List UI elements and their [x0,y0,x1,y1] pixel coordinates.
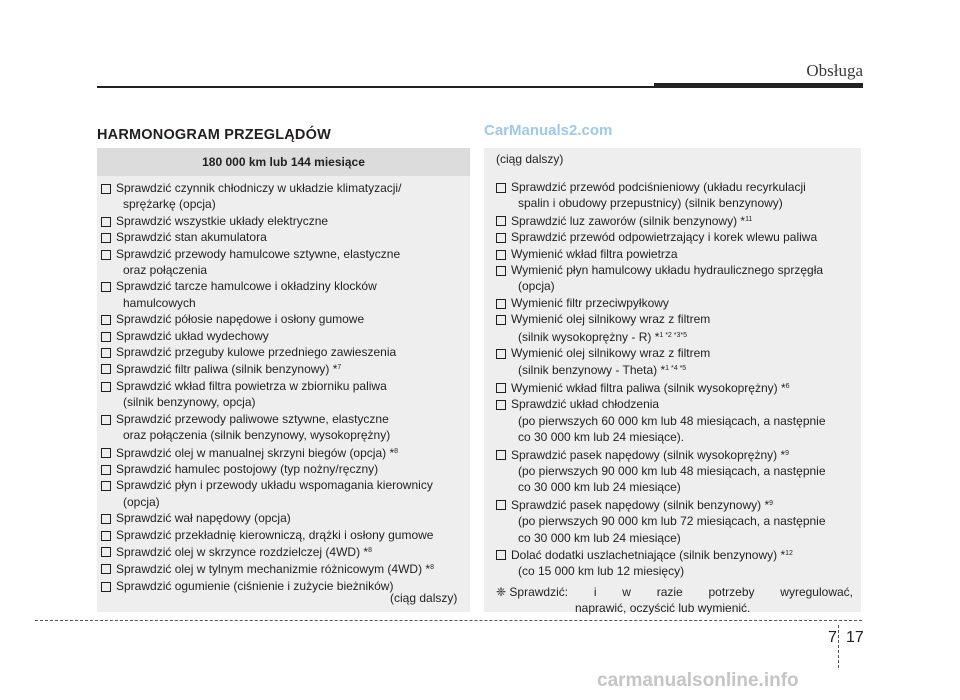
item-line [116,378,470,394]
checkbox-icon [496,349,506,359]
item-text: (po pierwszych 90 000 km lub 48 miesiącach, a następnie [518,463,826,478]
checklist-item [496,246,861,262]
item-line [511,513,861,529]
item-text: spalin i obudowy przepustnicy) (silnik benzynowy) [518,196,783,211]
item-text: Sprawdzić pasek napędowy (silnik wysokoprężny) * [511,447,786,462]
item-line [511,278,861,294]
item-line [116,411,470,427]
item-line [116,246,470,262]
item-line [511,246,861,262]
item-text: Sprawdzić luz zaworów (silnik benzynowy) * [511,213,746,228]
footnote-ref: 8 [394,447,399,455]
item-text: Sprawdzić filtr paliwa (silnik benzynowy) * [116,362,338,377]
item-text: Sprawdzić wał napędowy (opcja) [116,511,291,526]
item-line [116,510,470,526]
item-text: Sprawdzić przekładnię kierowniczą, drążki i osłony gumowe [116,527,434,542]
item-text: (opcja) [518,279,555,294]
footnote-ref: 8 [368,546,372,554]
item-text: Sprawdzić stan akumulatora [116,230,267,245]
item-text: Sprawdzić układ chłodzenia [511,397,660,412]
item-text: Sprawdzić półosie napędowe i osłony gumowe [116,312,365,327]
note-label: ❈ Sprawdzić: [496,585,569,599]
checkbox-icon [496,500,506,510]
item-line [116,444,470,461]
item-line [511,546,861,563]
item-line [511,262,861,278]
item-text: Sprawdzić przewód podciśnieniowy (układu recyrkulacji [511,180,806,194]
item-line [511,396,861,412]
item-line [511,328,861,345]
footnote-ref: 9 [769,499,774,507]
item-text: (silnik benzynowy, opcja) [123,395,256,410]
item-line [116,229,470,245]
header-rule-accent [654,83,863,88]
item-text: (silnik wysokoprężny - R) * [518,329,660,344]
checklist-item [101,344,470,360]
item-line [511,563,861,579]
footnote-ref: 8 [430,564,434,572]
item-text: (opcja) [123,494,160,509]
item-line [511,496,861,513]
checkbox-icon [496,266,506,276]
checkbox-icon [101,250,111,260]
item-line [116,278,470,294]
item-text: Sprawdzić olej w tylnym mechanizmie różnicowym (4WD) * [116,562,431,577]
checkbox-icon [496,450,506,460]
checkbox-icon [496,233,506,243]
checklist-item [101,378,470,411]
item-line [511,379,861,396]
item-line [511,311,861,327]
item-line [116,295,470,311]
page-separator [838,625,839,668]
checklist-item [101,278,470,311]
item-text: Sprawdzić przewody hamulcowe sztywne, elastyczne [116,246,401,261]
checkbox-icon [101,364,111,374]
item-text: Sprawdzić ogumienie (ciśnienie i zużycie bieżników) [116,578,394,593]
item-text: (co 15 000 km lub 12 miesięcy) [518,564,685,579]
note-word: razie [656,585,683,599]
checkbox-icon [101,282,111,292]
footnote-ref: 6 [785,382,790,390]
item-text: oraz połączenia [123,263,208,278]
checklist-item [101,477,470,510]
checkbox-icon [101,481,111,491]
footnote-ref: 12 [785,549,793,557]
checkbox-icon [496,400,506,410]
section-title: HARMONOGRAM PRZEGLĄDÓW [97,127,331,143]
checklist-item [496,212,861,229]
item-text: Wymienić wkład filtra paliwa (silnik wysokoprężny) * [511,380,786,395]
note-word: potrzeby [708,585,755,599]
item-line [511,295,861,311]
item-text: Sprawdzić wszystkie układy elektryczne [116,213,329,228]
checklist-item [496,446,861,496]
item-text: Wymienić płyn hamulcowy układu hydraulicznego sprzęgła [511,263,824,278]
checklist-item [496,262,861,295]
item-line [116,527,470,543]
right-checklist [496,179,861,580]
checkbox-icon [496,550,506,560]
checkbox-icon [101,184,111,194]
page-number: 17 [846,629,864,646]
item-line [511,530,861,546]
checklist-item [101,543,470,560]
checkbox-icon [101,514,111,524]
item-text: co 30 000 km lub 24 miesiące) [518,480,681,495]
note-word: i [593,585,597,599]
item-line [116,394,470,410]
item-line [511,179,861,195]
checkbox-icon [101,582,111,592]
footnote-ref: 1 *4 *5 [665,365,687,373]
checkbox-icon [496,216,506,226]
item-line [116,328,470,344]
inspection-note [496,584,853,616]
watermark-top: CarManuals2.com [484,122,613,139]
item-text: Sprawdzić olej w skrzynce rozdzielczej (4WD) * [116,544,369,559]
item-line [116,543,470,560]
checklist-item [101,461,470,477]
checkbox-icon [101,415,111,425]
item-line [511,212,861,229]
checklist-item [101,246,470,279]
item-text: Sprawdzić płyn i przewody układu wspomagania kierownicy [116,478,433,493]
item-text: Sprawdzić przeguby kulowe przedniego zawieszenia [116,345,397,360]
item-text: (po pierwszych 60 000 km lub 48 miesiącach, a następnie [518,413,826,428]
checklist-item [101,510,470,526]
item-text: Sprawdzić układ wydechowy [116,328,269,343]
item-text: sprężarkę (opcja) [123,197,216,212]
checklist-item [101,229,470,245]
checklist-item [496,179,861,212]
item-line [511,345,861,361]
item-line [511,463,861,479]
checklist-item [496,379,861,396]
item-text: Wymienić olej silnikowy wraz z filtrem [511,346,711,361]
item-line [116,180,470,196]
note-word: w [622,585,631,599]
left-continued: (ciąg dalszy) [390,591,458,605]
item-text: co 30 000 km lub 24 miesiące) [518,530,681,545]
checkbox-icon [496,250,506,260]
checklist-item [496,311,861,345]
item-text: Wymienić wkład filtra powietrza [511,246,678,261]
item-text: (silnik benzynowy - Theta) * [518,363,666,378]
item-line [116,477,470,493]
item-line [116,560,470,577]
item-line [116,494,470,510]
checklist-item [101,311,470,327]
item-text: co 30 000 km lub 24 miesiące). [518,430,685,445]
checklist-item [101,411,470,444]
checklist-item [101,180,470,213]
item-line [511,479,861,495]
checklist-item [101,328,470,344]
watermark-bottom: carmanualsonline.info [597,670,799,691]
checkbox-icon [101,465,111,475]
checklist-item [496,295,861,311]
item-line [511,361,861,378]
note-word: wyregulować, [780,585,853,599]
checkbox-icon [101,217,111,227]
item-text: Dolać dodatki uszlachetniające (silnik benzynowy) * [511,547,786,562]
checkbox-icon [101,332,111,342]
checkbox-icon [496,383,506,393]
checklist-item [101,444,470,461]
left-checklist [101,180,470,594]
item-text: Sprawdzić pasek napędowy (silnik benzynowy) * [511,497,770,512]
checkbox-icon [101,448,111,458]
item-line [116,427,470,443]
item-line [116,311,470,327]
footnote-ref: 11 [745,215,753,223]
checklist-item [101,360,470,377]
checkbox-icon [101,564,111,574]
footnote-ref: 7 [337,364,342,372]
item-text: hamulcowych [123,295,196,310]
checkbox-icon [101,382,111,392]
item-line [116,196,470,212]
item-text: Sprawdzić tarcze hamulcowe i okładziny klocków [116,279,377,294]
checkbox-icon [101,233,111,243]
checkbox-icon [496,183,506,193]
checklist-item [496,496,861,546]
item-text: Sprawdzić czynnik chłodniczy w układzie klimatyzacji/ [116,181,402,195]
item-text: Sprawdzić przewody paliwowe sztywne, elastyczne [116,411,389,426]
item-line [511,195,861,211]
item-text: Sprawdzić olej w manualnej skrzyni biegów (opcja) * [116,445,395,460]
checklist-item [101,560,470,577]
item-text: (po pierwszych 90 000 km lub 72 miesiącach, a następnie [518,514,826,529]
footnote-ref: 9 [785,449,790,457]
checkbox-icon [101,315,111,325]
checkbox-icon [496,315,506,325]
checkbox-icon [101,348,111,358]
checklist-item [101,213,470,229]
item-text: Sprawdzić wkład filtra powietrza w zbiorniku paliwa [116,378,387,393]
chapter-number: 7 [828,629,837,646]
left-panel-heading: 180 000 km lub 144 miesiące [97,148,470,176]
checkbox-icon [101,531,111,541]
item-line [116,213,470,229]
item-line [511,413,861,429]
checklist-item [496,546,861,580]
item-line [511,446,861,463]
item-text: Wymienić filtr przeciwpyłkowy [511,295,669,310]
item-text: Sprawdzić przewód odpowietrzający i korek wlewu paliwa [511,230,818,245]
checklist-item [496,229,861,245]
item-line [511,429,861,445]
item-line [116,262,470,278]
item-text: Wymienić olej silnikowy wraz z filtrem [511,312,711,327]
item-text: oraz połączenia (silnik benzynowy, wysokoprężny) [123,428,391,443]
note-line-1 [496,584,853,600]
checklist-item [496,396,861,445]
note-line-2: naprawić, oczyścić lub wymienić. [575,601,751,615]
checklist-item [101,527,470,543]
checkbox-icon [101,547,111,557]
footer-rule [35,620,862,621]
checklist-item [496,345,861,379]
header-title: Obsługa [806,61,863,80]
item-text: Sprawdzić hamulec postojowy (typ nożny/ręczny) [116,461,379,476]
checkbox-icon [496,299,506,309]
item-line [116,461,470,477]
right-continued: (ciąg dalszy) [496,152,564,166]
item-line [116,344,470,360]
item-line [511,229,861,245]
item-line [116,360,470,377]
footnote-ref: 1 *2 *3*5 [659,331,688,339]
